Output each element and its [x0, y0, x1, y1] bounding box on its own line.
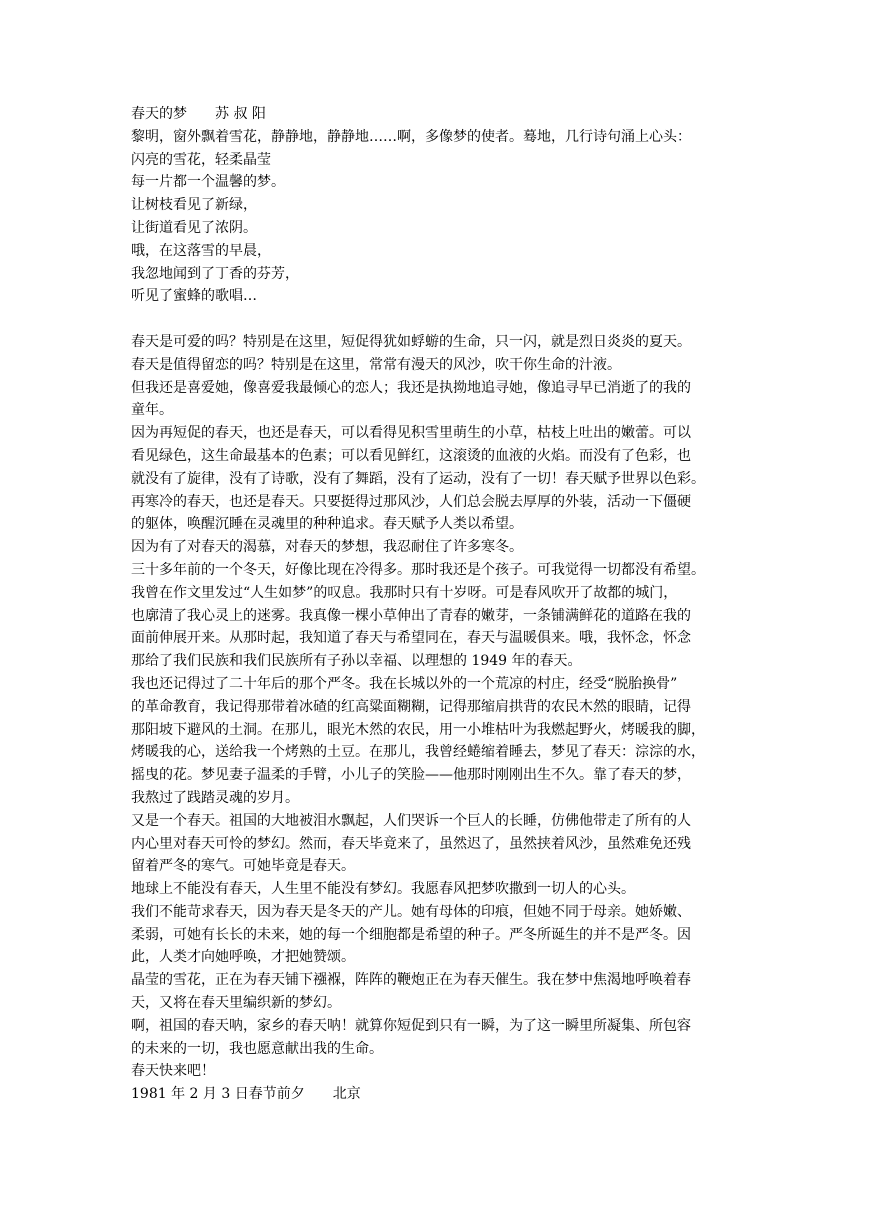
body-line: 我也还记得过了二十年后的那个严冬。我在长城以外的一个荒凉的村庄，经受“脱胎换骨” [131, 675, 678, 692]
body-line: 童年。 [131, 402, 173, 419]
poem-line: 哦，在这落雪的早晨， [131, 242, 271, 259]
poem-block [131, 126, 741, 308]
poem-line: 我忽地闻到了丁香的芬芳， [131, 265, 299, 282]
body-line: 因为再短促的春天，也还是春天，可以看得见积雪里萌生的小草，枯枝上吐出的嫩蕾。可以 [131, 425, 691, 442]
body-line: 春天快来吧！ [131, 1063, 215, 1080]
body-line: 内心里对春天可怜的梦幻。然而，春天毕竟来了，虽然迟了，虽然挟着风沙，虽然难免还残 [131, 835, 691, 852]
body-line: 摇曳的花。梦见妻子温柔的手臂，小儿子的笑脸——他那时刚刚出生不久。靠了春天的梦， [131, 767, 691, 784]
title-line: 春天的梦 苏 叔 阳 [131, 106, 266, 122]
poem-line: 黎明，窗外飘着雪花，静静地，静静地……啊，多像梦的使者。蓦地，几行诗句涌上心头： [131, 128, 691, 145]
body-line: 也廓清了我心灵上的迷雾。我真像一棵小草伸出了青春的嫩芽，一条铺满鲜花的道路在我的 [131, 607, 691, 624]
poem-line: 闪亮的雪花，轻柔晶莹 [131, 151, 271, 168]
body-line: 留着严冬的寒气。可她毕竟是春天。 [131, 858, 355, 875]
poem-line: 让街道看见了浓阴。 [131, 219, 257, 236]
document-page [131, 103, 741, 1106]
body-line: 天，又将在春天里编织新的梦幻。 [131, 995, 341, 1012]
body-line: 春天是值得留恋的吗？特别是在这里，常常有漫天的风沙，吹干你生命的汁液。 [131, 356, 621, 373]
body-line: 就没有了旋律，没有了诗歌，没有了舞蹈，没有了运动，没有了一切！春天赋予世界以色彩。 [131, 470, 705, 487]
body-line: 三十多年前的一个冬天，好像比现在冷得多。那时我还是个孩子。可我觉得一切都没有希望。 [131, 561, 705, 578]
body-line: 啊，祖国的春天呐，家乡的春天呐！就算你短促到只有一瞬，为了这一瞬里所凝集、所包容 [131, 1017, 691, 1034]
body-line: 因为有了对春天的渴慕，对春天的梦想，我忍耐住了许多寒冬。 [131, 539, 523, 556]
body-line: 此，人类才向她呼唤，才把她赞颂。 [131, 949, 355, 966]
poem-line: 让树枝看见了新绿， [131, 197, 257, 214]
body-line: 再寒冷的春天，也还是春天。只要挺得过那风沙，人们总会脱去厚厚的外装，活动一下僵硬 [131, 493, 691, 510]
body-line: 晶莹的雪花，正在为春天铺下襁褓，阵阵的鞭炮正在为春天催生。我在梦中焦渴地呼唤着春 [131, 972, 691, 989]
poem-line: 每一片都一个温馨的梦。 [131, 174, 285, 191]
body-line: 春天是可爱的吗？特别是在这里，短促得犹如蜉蝣的生命，只一闪，就是烈日炎炎的夏天。 [131, 333, 691, 350]
body-line: 那阳坡下避风的土洞。在那儿，眼光木然的农民，用一小堆枯叶为我燃起野火，烤暖我的脚， [131, 721, 705, 738]
body-line: 我们不能苛求春天，因为春天是冬天的产儿。她有母体的印痕，但她不同于母亲。她娇嫩、 [131, 903, 691, 920]
body-line: 那给了我们民族和我们民族所有子孙以幸福、以理想的 1949 年的春天。 [131, 653, 582, 670]
body-line: 烤暖我的心，送给我一个烤熟的土豆。在那儿，我曾经蜷缩着睡去，梦见了春天：淙淙的水， [131, 744, 705, 761]
body-line: 面前伸展开来。从那时起，我知道了春天与希望同在，春天与温暖俱来。哦，我怀念，怀念 [131, 630, 691, 647]
body-block [131, 331, 741, 1106]
blank-line [131, 308, 741, 331]
body-line: 的躯体，唤醒沉睡在灵魂里的种种追求。春天赋予人类以希望。 [131, 516, 523, 533]
body-line: 柔弱，可她有长长的未来，她的每一个细胞都是希望的种子。严冬所诞生的并不是严冬。因 [131, 926, 691, 943]
poem-line: 听见了蜜蜂的歌唱… [131, 288, 257, 305]
date-line: 1981 年 2 月 3 日春节前夕 北京 [131, 1086, 361, 1103]
body-line: 地球上不能没有春天，人生里不能没有梦幻。我愿春风把梦吹撒到一切人的心头。 [131, 881, 635, 898]
body-line: 我熬过了践踏灵魂的岁月。 [131, 789, 299, 806]
body-line: 的革命教育，我记得那带着冰碴的红高粱面糊糊，记得那缩肩拱背的农民木然的眼睛，记得 [131, 698, 691, 715]
body-line: 我曾在作文里发过“人生如梦”的叹息。我那时只有十岁呀。可是春风吹开了故都的城门， [131, 584, 678, 601]
body-line: 的未来的一切，我也愿意献出我的生命。 [131, 1040, 383, 1057]
body-line: 但我还是喜爱她，像喜爱我最倾心的恋人；我还是执拗地追寻她，像追寻早已消逝了的我的 [131, 379, 691, 396]
body-line: 看见绿色，这生命最基本的色素；可以看见鲜红，这滚烫的血液的火焰。而没有了色彩，也 [131, 447, 691, 464]
body-line: 又是一个春天。祖国的大地被泪水飘起，人们哭诉一个巨人的长睡，仿佛他带走了所有的人 [131, 812, 691, 829]
